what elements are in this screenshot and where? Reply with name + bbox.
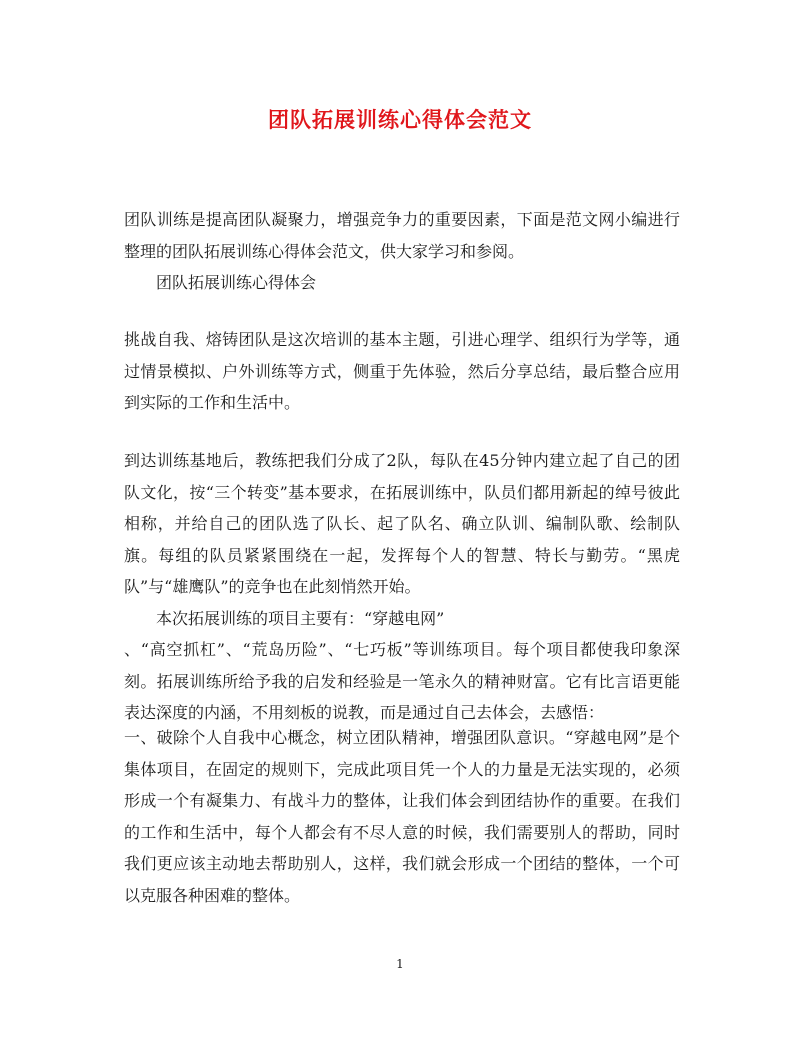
intro-block bbox=[124, 204, 680, 299]
paragraph-arrival-block bbox=[124, 445, 680, 729]
section-subtitle: 团队拓展训练心得体会 bbox=[156, 273, 317, 292]
intro-paragraph: 团队训练是提高团队凝聚力，增强竞争力的重要因素，下面是范文网小编进行整理的团队拓展训练心得体会范文，供大家学习和参阅。 bbox=[124, 210, 680, 261]
document-title: 团队拓展训练心得体会范文 bbox=[268, 107, 532, 132]
paragraph-team-spirit bbox=[124, 722, 680, 911]
projects-continued-paragraph: 、“高空抓杠”、“荒岛历险”、“七巧板”等训练项目。每个项目都使我印象深刻。拓展训练所给予我的启发和经验是一笔永久的精神财富。它有比言语更能表达深度的内涵，不用刻板的说教，而是通过自己去体会，去感悟： bbox=[124, 640, 680, 722]
team-spirit-paragraph: 一、破除个人自我中心概念，树立团队精神，增强团队意识。“穿越电网”是个集体项目，在固定的规则下，完成此项目凭一个人的力量是无法实现的，必须形成一个有凝集力、有战斗力的整体，让我们体会到团结协作的重要。在我们的工作和生活中，每个人都会有不尽人意的时候，我们需要别人的帮助，同时我们更应该主动地去帮助别人，这样，我们就会形成一个团结的整体，一个可以克服各种困难的整体。 bbox=[124, 728, 680, 905]
page-number: 1 bbox=[396, 957, 404, 971]
theme-paragraph: 挑战自我、熔铸团队是这次培训的基本主题，引进心理学、组织行为学等，通过情景模拟、户外训练等方式，侧重于先体验，然后分享总结，最后整合应用到实际的工作和生活中。 bbox=[124, 330, 680, 412]
arrival-paragraph: 到达训练基地后，教练把我们分成了2队，每队在45分钟内建立起了自己的团队文化，按“三个转变”基本要求，在拓展训练中，队员们都用新起的绰号彼此相称，并给自己的团队选了队长、起了队名、确立队训、编制队歌、绘制队旗。每组的队员紧紧围绕在一起，发挥每个人的智慧、特长与勤劳。“黑虎队”与“雄鹰队”的竞争也在此刻悄然开始。 bbox=[124, 451, 680, 596]
projects-paragraph: 本次拓展训练的项目主要有：“穿越电网” bbox=[156, 608, 445, 628]
paragraph-theme bbox=[124, 324, 680, 419]
